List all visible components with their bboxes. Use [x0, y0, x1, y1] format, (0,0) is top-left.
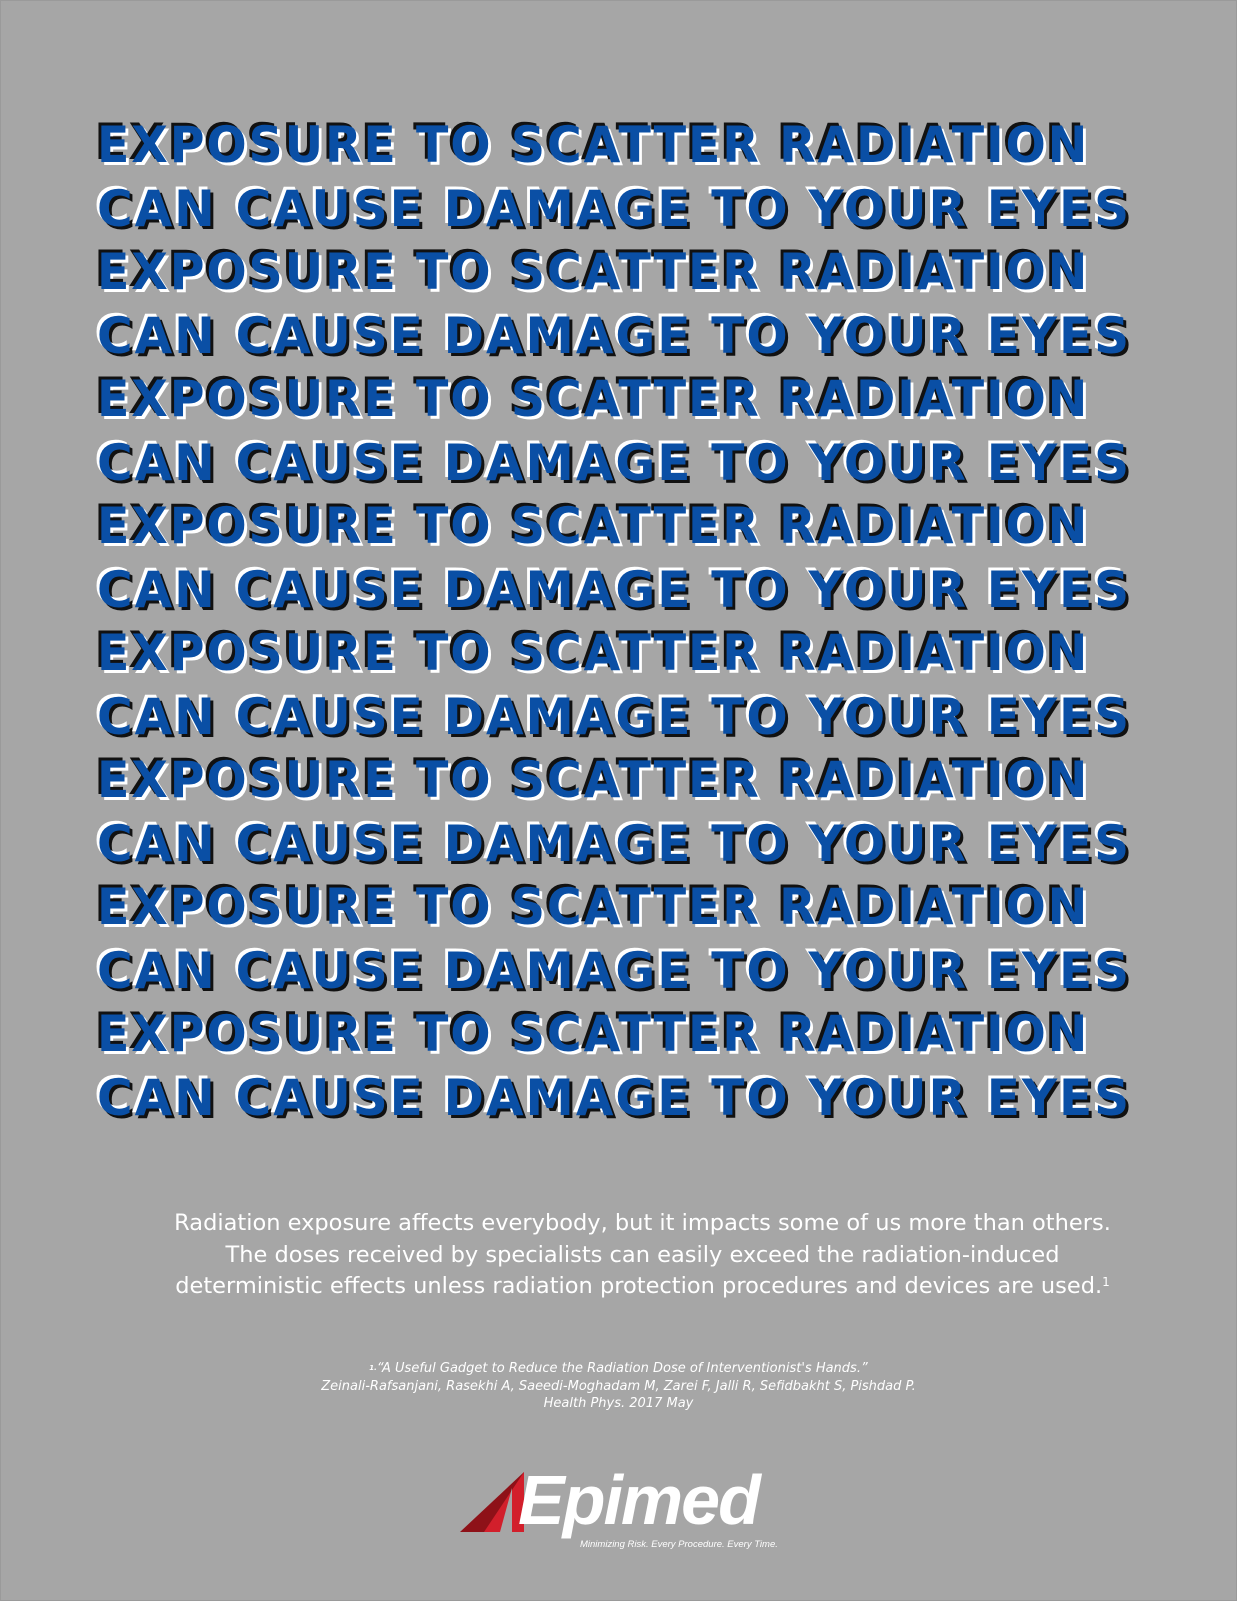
citation-authors: Zeinali-Rafsanjani, Rasekhi A, Saeedi-Moghadam M, Zarei F, Jalli R, Sefidbakht S, Pishdad P. — [321, 1378, 916, 1394]
citation-marker: 1. — [369, 1364, 377, 1372]
headline-line: CAN CAUSE DAMAGE TO YOUR EYES — [97, 687, 1132, 746]
citation-title-line — [240, 1360, 997, 1378]
citation-title: “A Useful Gadget to Reduce the Radiation Dose of Interventionist's Hands.” — [376, 1361, 868, 1376]
headline-line: EXPOSURE TO SCATTER RADIATION — [97, 116, 1090, 174]
citation-source: Health Phys. 2017 May — [543, 1396, 694, 1411]
headline-line: EXPOSURE TO SCATTER RADIATION — [97, 751, 1090, 809]
headline-line: CAN CAUSE DAMAGE TO YOUR EYES — [97, 1068, 1132, 1127]
body-copy-line: The doses received by specialists can easily exceed the radiation-induced — [225, 1241, 1060, 1268]
headline-line: EXPOSURE TO SCATTER RADIATION — [97, 878, 1090, 936]
citation — [240, 1360, 997, 1413]
headline-line: EXPOSURE TO SCATTER RADIATION — [97, 243, 1090, 301]
logo-wordmark: Epimed — [518, 1461, 759, 1539]
body-copy — [140, 1208, 1145, 1303]
headline-line: EXPOSURE TO SCATTER RADIATION — [97, 370, 1090, 428]
headline-line: CAN CAUSE DAMAGE TO YOUR EYES — [97, 306, 1132, 365]
epimed-logo — [460, 1461, 790, 1562]
headline-line: EXPOSURE TO SCATTER RADIATION — [97, 497, 1090, 555]
body-copy-line-text: deterministic effects unless radiation protection procedures and devices are used. — [175, 1273, 1103, 1299]
footnote-marker: 1 — [1102, 1275, 1110, 1289]
headline-line: EXPOSURE TO SCATTER RADIATION — [97, 624, 1090, 682]
headline-line: CAN CAUSE DAMAGE TO YOUR EYES — [97, 560, 1132, 619]
headline-line: CAN CAUSE DAMAGE TO YOUR EYES — [97, 814, 1132, 873]
headline-line: CAN CAUSE DAMAGE TO YOUR EYES — [97, 941, 1132, 1000]
headline-block — [97, 114, 1147, 1130]
headline-line: CAN CAUSE DAMAGE TO YOUR EYES — [97, 433, 1132, 492]
body-copy-line — [140, 1271, 1145, 1303]
body-copy-line: Radiation exposure affects everybody, but it impacts some of us more than others. — [174, 1210, 1111, 1236]
headline-line: EXPOSURE TO SCATTER RADIATION — [97, 1005, 1090, 1063]
logo-tagline: Minimizing Risk. Every Procedure. Every Time. — [580, 1539, 778, 1550]
headline-line: CAN CAUSE DAMAGE TO YOUR EYES — [97, 179, 1132, 238]
